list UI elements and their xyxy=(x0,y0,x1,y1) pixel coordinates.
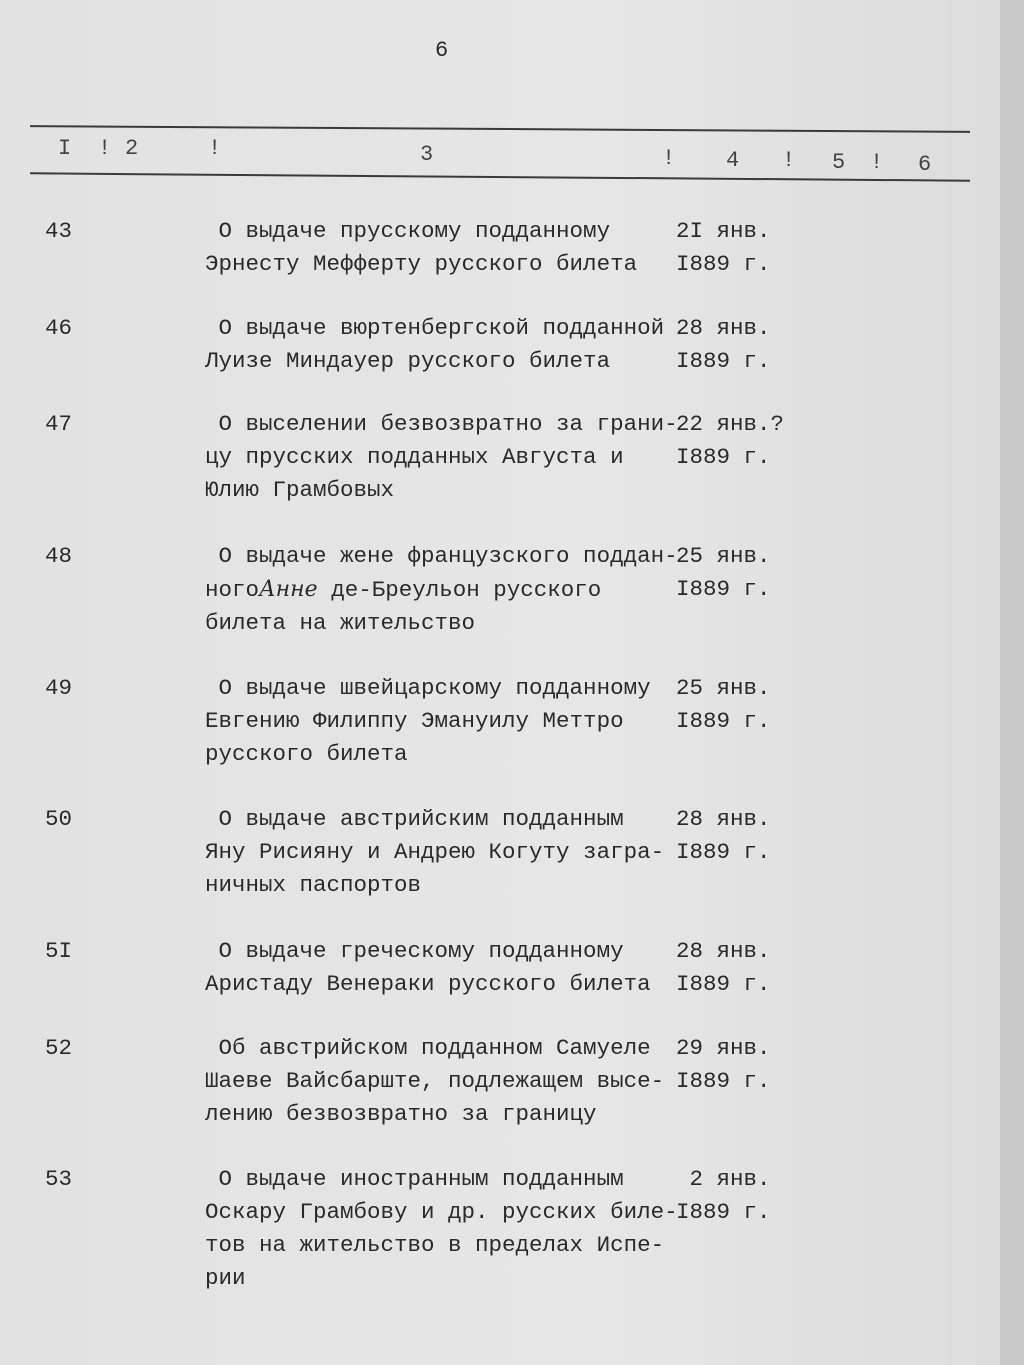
entry-line: ничных паспортов xyxy=(205,872,422,898)
entry-line: Яну Рисияну и Андрею Когуту загра- xyxy=(205,839,665,865)
entry-number: 47 xyxy=(45,411,73,437)
header-separator: ! xyxy=(662,146,676,171)
header-separator: ! xyxy=(782,148,796,173)
entry-number: 43 xyxy=(45,218,73,244)
entry-line: О выдаче швейцарскому подданному xyxy=(205,675,651,701)
entry-description xyxy=(205,935,651,1001)
entry-number: 48 xyxy=(45,543,73,569)
header-col-1: I xyxy=(58,136,72,161)
entry-line: билета на жительство xyxy=(205,610,476,636)
entry-line-text: ного xyxy=(205,577,260,603)
header-col-6: 6 xyxy=(918,152,932,177)
entry-line: О выдаче вюртенбергской подданной xyxy=(205,315,665,341)
header-col-5: 5 xyxy=(832,150,846,175)
entry-line: О выдаче жене французского поддан- xyxy=(205,543,678,569)
entry-line: О выдаче прусскому подданному xyxy=(205,218,611,244)
entry-date-line: 25 янв. xyxy=(676,675,771,701)
entry-date xyxy=(676,215,771,281)
entry-date-line: 2I янв. xyxy=(676,218,771,244)
entry-description xyxy=(205,540,678,640)
entry-line: Аристаду Венераки русского билета xyxy=(205,971,651,997)
entry-line: О выдаче иностранным подданным xyxy=(205,1166,624,1192)
entry-date-line: I889 г. xyxy=(676,1068,771,1094)
entry-date-line: 29 янв. xyxy=(676,1035,771,1061)
entry-date-line: I889 г. xyxy=(676,1199,771,1225)
entry-date-line: I889 г. xyxy=(676,348,771,374)
handwritten-name: Анне xyxy=(259,577,318,602)
entry-date xyxy=(676,408,784,474)
entry-date xyxy=(676,540,771,606)
entry-line: тов на жительство в пределах Испе- xyxy=(205,1232,665,1258)
header-col-4: 4 xyxy=(726,148,740,173)
header-col-2: 2 xyxy=(125,136,139,161)
entry-line: Шаеве Вайсбарште, подлежащем высе- xyxy=(205,1068,665,1094)
entry-line: Оскару Грамбову и др. русских биле- xyxy=(205,1199,678,1225)
entry-line: русского билета xyxy=(205,741,408,767)
entry-date-line: 28 янв. xyxy=(676,315,771,341)
entry-date-line: I889 г. xyxy=(676,444,771,470)
entry-description xyxy=(205,1032,664,1131)
entry-line-text: де-Бреульон русского xyxy=(317,577,602,603)
entry-date xyxy=(676,672,771,738)
entry-date xyxy=(676,935,771,1001)
entry-date xyxy=(676,1032,771,1098)
entry-date xyxy=(676,803,771,869)
header-separator: ! xyxy=(208,136,222,161)
header-separator: ! xyxy=(98,136,112,161)
header-col-3: 3 xyxy=(420,142,434,167)
entry-number: 5I xyxy=(45,938,73,964)
entry-date-line: 22 янв.? xyxy=(676,411,785,437)
entry-date-line: I889 г. xyxy=(676,576,771,602)
entry-date-line: 28 янв. xyxy=(676,938,771,964)
entry-line: Юлию Грамбовых xyxy=(205,477,395,503)
entry-line xyxy=(205,573,678,607)
entry-description xyxy=(205,408,678,507)
entry-date-line: I889 г. xyxy=(676,708,771,734)
entry-date-line: 2 янв. xyxy=(676,1166,771,1192)
entry-number: 53 xyxy=(45,1166,73,1192)
entry-number: 50 xyxy=(45,806,73,832)
entry-date-line: I889 г. xyxy=(676,971,771,997)
entry-date-line: 25 янв. xyxy=(676,543,771,569)
entry-date-line: 28 янв. xyxy=(676,806,771,832)
entry-date xyxy=(676,1163,771,1229)
page-number: 6 xyxy=(435,38,449,63)
entry-line: О выдаче австрийским подданным xyxy=(205,806,624,832)
entry-date-line: I889 г. xyxy=(676,839,771,865)
entry-description xyxy=(205,215,637,281)
entry-line: цу прусских подданных Августа и xyxy=(205,444,624,470)
entry-line: О выдаче греческому подданному xyxy=(205,938,624,964)
entry-line: рии xyxy=(205,1265,246,1291)
header-separator: ! xyxy=(870,150,884,175)
entry-line: О выселении безвозвратно за грани- xyxy=(205,411,678,437)
entry-number: 52 xyxy=(45,1035,73,1061)
entry-description xyxy=(205,803,664,902)
entry-description xyxy=(205,312,664,378)
entry-line: лению безвозвратно за границу xyxy=(205,1101,597,1127)
entry-description xyxy=(205,672,651,771)
entry-date-line: I889 г. xyxy=(676,251,771,277)
entry-line: Евгению Филиппу Эмануилу Меттро xyxy=(205,708,624,734)
entry-line: Луизе Миндауер русского билета xyxy=(205,348,611,374)
entry-description xyxy=(205,1163,678,1295)
entry-number: 46 xyxy=(45,315,73,341)
entry-line: Об австрийском подданном Самуеле xyxy=(205,1035,651,1061)
page-edge xyxy=(1000,0,1024,1365)
entry-line: Эрнесту Мефферту русского билета xyxy=(205,251,638,277)
entry-number: 49 xyxy=(45,675,73,701)
entry-date xyxy=(676,312,771,378)
